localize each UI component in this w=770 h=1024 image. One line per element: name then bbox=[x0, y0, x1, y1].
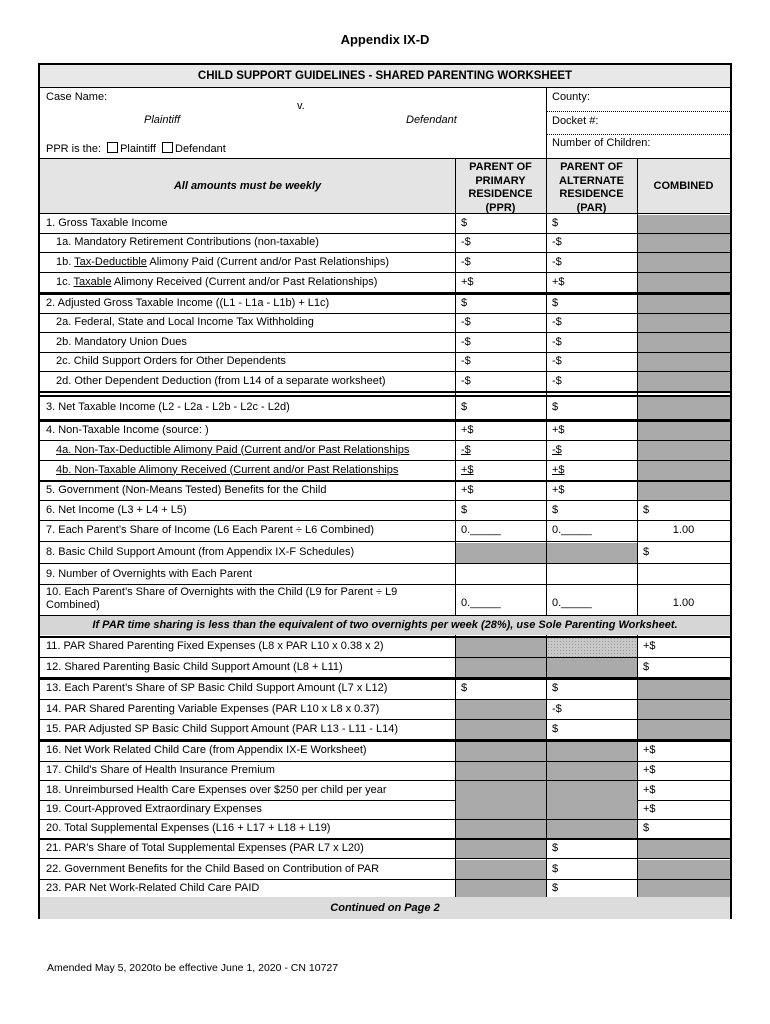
ppr-label: PPR is the: bbox=[46, 143, 102, 155]
shaded-cell bbox=[456, 637, 546, 657]
row-label: 13. Each Parent’s Share of SP Basic Child Support Amount (L7 x L12) bbox=[46, 682, 388, 694]
divider bbox=[546, 213, 547, 616]
shaded-cell bbox=[456, 800, 546, 819]
shaded-cell bbox=[456, 700, 546, 719]
shaded-cell bbox=[456, 820, 546, 838]
divider bbox=[40, 213, 730, 214]
divider bbox=[40, 352, 730, 353]
par-cell[interactable]: $ bbox=[552, 296, 559, 309]
shaded-cell bbox=[547, 637, 637, 657]
shaded-cell bbox=[547, 800, 637, 819]
divider bbox=[455, 213, 456, 616]
divider bbox=[40, 584, 730, 585]
shaded-cell bbox=[638, 880, 730, 897]
county-label: County: bbox=[552, 91, 590, 103]
par-cell[interactable]: $ bbox=[552, 682, 559, 694]
par-header-line: (PAR) bbox=[576, 201, 607, 214]
par-column-header bbox=[546, 161, 637, 215]
divider bbox=[40, 252, 730, 253]
divider bbox=[40, 480, 730, 482]
par-cell[interactable]: -$ bbox=[552, 335, 562, 348]
comb-cell[interactable]: $ bbox=[643, 503, 650, 516]
row-label: 10. Each Parent’s Share of Overnights with the Child (L9 for Parent ÷ L9 bbox=[46, 586, 398, 598]
shaded-cell bbox=[638, 333, 730, 352]
defendant-label: Defendant bbox=[406, 114, 457, 126]
shaded-cell bbox=[638, 481, 730, 500]
ppr-option-defendant: Defendant bbox=[175, 143, 226, 155]
shaded-cell bbox=[547, 543, 637, 563]
row-label: 5. Government (Non-Means Tested) Benefits for the Child bbox=[46, 483, 327, 496]
row-label: 6. Net Income (L3 + L4 + L5) bbox=[46, 503, 187, 516]
plaintiff-label: Plaintiff bbox=[144, 114, 181, 126]
versus-label: v. bbox=[297, 100, 305, 112]
shaded-cell bbox=[638, 860, 730, 879]
ppr-cell[interactable]: $ bbox=[461, 217, 468, 229]
shaded-cell bbox=[456, 839, 546, 858]
row-label: 1a. Mandatory Retirement Contributions (non-taxable) bbox=[56, 236, 319, 248]
divider bbox=[40, 879, 730, 880]
par-cell[interactable]: 0._____ bbox=[552, 524, 592, 536]
divider bbox=[40, 272, 730, 273]
shaded-cell bbox=[638, 314, 730, 332]
ppr-cell[interactable]: -$ bbox=[461, 255, 471, 268]
par-cell[interactable]: -$ bbox=[552, 374, 562, 387]
par-cell[interactable]: +$ bbox=[552, 463, 565, 476]
ppr-cell[interactable]: -$ bbox=[461, 236, 471, 248]
par-cell[interactable]: $ bbox=[552, 722, 559, 735]
row-label: 1c. Taxable Alimony Received (Current and/or Past Relationships) bbox=[56, 275, 378, 288]
children-label: Number of Children: bbox=[552, 137, 651, 149]
divider bbox=[40, 233, 730, 234]
shaded-cell bbox=[547, 741, 637, 761]
divider bbox=[546, 159, 547, 213]
divider bbox=[546, 87, 547, 158]
comb-cell[interactable]: $ bbox=[643, 822, 650, 834]
shaded-cell bbox=[638, 215, 730, 233]
row-label: 14. PAR Shared Parenting Variable Expenses (PAR L10 x L8 x 0.37) bbox=[46, 702, 380, 715]
row-label: 11. PAR Shared Parenting Fixed Expenses (L8 x PAR L10 x 0.38 x 2) bbox=[46, 640, 384, 652]
continued-label: Continued on Page 2 bbox=[330, 902, 440, 914]
shaded-cell bbox=[456, 880, 546, 897]
sole-parenting-banner: If PAR time sharing is less than the equivalent of two overnights per week (28%), use Sole Parenting Worksheet. bbox=[92, 619, 678, 631]
divider bbox=[455, 635, 456, 897]
divider bbox=[40, 420, 730, 422]
ppr-selector bbox=[46, 142, 226, 155]
divider bbox=[40, 636, 730, 638]
ppr-header-line: PARENT OF bbox=[469, 161, 532, 173]
shaded-cell bbox=[638, 294, 730, 313]
ppr-cell[interactable]: -$ bbox=[461, 443, 471, 456]
shaded-cell bbox=[456, 720, 546, 739]
shaded-cell bbox=[456, 762, 546, 780]
comb-cell[interactable]: 1.00 bbox=[672, 597, 695, 609]
ppr-column-header bbox=[455, 161, 546, 215]
ppr-cell[interactable]: $ bbox=[461, 682, 468, 694]
shaded-cell bbox=[456, 860, 546, 879]
row-label: 15. PAR Adjusted SP Basic Child Support Amount (PAR L13 - L11 - L14) bbox=[46, 722, 398, 735]
par-cell[interactable]: $ bbox=[552, 841, 559, 854]
par-cell[interactable]: $ bbox=[552, 862, 559, 875]
par-cell[interactable]: -$ bbox=[552, 236, 562, 248]
ppr-cell[interactable]: 0._____ bbox=[461, 524, 501, 536]
par-header-line: PARENT OF bbox=[560, 161, 623, 173]
plaintiff-checkbox[interactable] bbox=[107, 142, 118, 153]
par-header-line: ALTERNATE bbox=[559, 174, 624, 187]
divider bbox=[546, 134, 730, 135]
ppr-cell[interactable]: 0._____ bbox=[461, 597, 501, 609]
ppr-cell[interactable]: +$ bbox=[461, 483, 474, 496]
comb-cell[interactable]: +$ bbox=[643, 802, 656, 815]
divider bbox=[40, 391, 730, 393]
divider bbox=[40, 719, 730, 720]
shaded-cell bbox=[638, 700, 730, 719]
divider bbox=[40, 87, 730, 88]
row-label: 3. Net Taxable Income (L2 - L2a - L2b - L2c - L2d) bbox=[46, 400, 290, 413]
divider bbox=[637, 635, 638, 897]
divider bbox=[40, 293, 730, 295]
ppr-cell[interactable]: -$ bbox=[461, 316, 471, 328]
page-title: Appendix IX-D bbox=[340, 32, 430, 47]
row-label: 4b. Non-Taxable Alimony Received (Current and/or Past Relationships bbox=[56, 463, 399, 476]
shaded-cell bbox=[638, 461, 730, 480]
row-label: 2d. Other Dependent Deduction (from L14 of a separate worksheet) bbox=[56, 374, 386, 387]
shaded-cell bbox=[638, 353, 730, 371]
divider bbox=[40, 395, 730, 397]
par-cell[interactable]: -$ bbox=[552, 355, 562, 367]
divider bbox=[40, 678, 730, 680]
row-label: 7. Each Parent’s Share of Income (L6 Each Parent ÷ L6 Combined) bbox=[46, 524, 375, 536]
divider bbox=[40, 371, 730, 372]
ppr-cell[interactable]: $ bbox=[461, 503, 468, 516]
ppr-header-line: PRIMARY bbox=[475, 174, 526, 187]
row-label: 1b. Tax-Deductible Alimony Paid (Current and/or Past Relationships) bbox=[56, 255, 390, 268]
ppr-cell[interactable]: -$ bbox=[461, 355, 471, 367]
shaded-cell bbox=[638, 720, 730, 739]
par-cell[interactable]: +$ bbox=[552, 423, 565, 436]
row-label: 19. Court-Approved Extraordinary Expenses bbox=[46, 802, 262, 815]
row-label: 20. Total Supplemental Expenses (L16 + L17 + L18 + L19) bbox=[46, 822, 331, 834]
ppr-header-line: RESIDENCE bbox=[468, 188, 533, 200]
row-label: 8. Basic Child Support Amount (from Appendix IX-F Schedules) bbox=[46, 546, 355, 558]
par-cell[interactable]: $ bbox=[552, 400, 559, 413]
comb-cell[interactable]: +$ bbox=[643, 744, 656, 756]
ppr-cell[interactable]: -$ bbox=[461, 335, 471, 348]
row-label: 18. Unreimbursed Health Care Expenses over $250 per child per year bbox=[46, 783, 387, 796]
shaded-cell bbox=[547, 658, 637, 677]
shaded-cell bbox=[638, 253, 730, 272]
shaded-cell bbox=[638, 396, 730, 419]
par-cell[interactable]: $ bbox=[552, 503, 559, 516]
divider bbox=[40, 858, 730, 859]
par-cell[interactable]: -$ bbox=[552, 316, 562, 328]
row-label: 1. Gross Taxable Income bbox=[46, 217, 168, 229]
shaded-cell bbox=[638, 273, 730, 292]
row-label-continued: Combined) bbox=[46, 599, 100, 611]
par-cell[interactable]: +$ bbox=[552, 275, 565, 288]
comb-cell[interactable]: 1.00 bbox=[672, 524, 695, 536]
shaded-cell bbox=[456, 781, 546, 800]
ppr-option-plaintiff: Plaintiff bbox=[120, 143, 156, 155]
row-label: 2. Adjusted Gross Taxable Income ((L1 - L1a - L1b) + L1c) bbox=[46, 296, 330, 309]
amounts-note: All amounts must be weekly bbox=[173, 180, 322, 192]
row-label: 21. PAR’s Share of Total Supplemental Expenses (PAR L7 x L20) bbox=[46, 841, 364, 854]
comb-cell[interactable]: +$ bbox=[643, 640, 656, 652]
shaded-cell bbox=[638, 234, 730, 252]
divider bbox=[637, 213, 638, 616]
par-header-line: RESIDENCE bbox=[559, 188, 624, 200]
divider bbox=[637, 159, 638, 213]
row-label: 2c. Child Support Orders for Other Dependents bbox=[56, 355, 286, 367]
shaded-cell bbox=[638, 372, 730, 391]
comb-cell[interactable]: $ bbox=[643, 660, 650, 673]
row-label: 4a. Non-Tax-Deductible Alimony Paid (Current and/or Past Relationships bbox=[56, 443, 410, 456]
shaded-cell bbox=[638, 421, 730, 440]
divider bbox=[40, 440, 730, 441]
par-cell[interactable]: -$ bbox=[552, 702, 562, 715]
comb-cell[interactable]: $ bbox=[643, 546, 650, 558]
footer-amended-note: Amended May 5, 2020to be effective June 1, 2020 - CN 10727 bbox=[47, 962, 339, 974]
divider bbox=[40, 500, 730, 501]
divider bbox=[40, 460, 730, 461]
comb-cell[interactable]: +$ bbox=[643, 783, 656, 796]
row-label: 16. Net Work Related Child Care (from Appendix IX-E Worksheet) bbox=[46, 744, 367, 756]
divider bbox=[40, 740, 730, 742]
shaded-cell bbox=[547, 781, 637, 800]
shaded-cell bbox=[547, 762, 637, 780]
divider bbox=[546, 635, 547, 897]
ppr-cell[interactable]: $ bbox=[461, 296, 468, 309]
par-cell[interactable]: -$ bbox=[552, 255, 562, 268]
defendant-checkbox[interactable] bbox=[162, 142, 173, 153]
form-heading: CHILD SUPPORT GUIDELINES - SHARED PARENTING WORKSHEET bbox=[197, 70, 573, 82]
par-cell[interactable]: +$ bbox=[552, 483, 565, 496]
row-label: 2a. Federal, State and Local Income Tax Withholding bbox=[56, 316, 314, 328]
row-label: 17. Child's Share of Health Insurance Premium bbox=[46, 764, 275, 776]
row-label: 2b. Mandatory Union Dues bbox=[56, 335, 187, 348]
ppr-cell[interactable]: +$ bbox=[461, 275, 474, 288]
divider bbox=[546, 111, 730, 112]
ppr-cell[interactable]: -$ bbox=[461, 374, 471, 387]
shaded-cell bbox=[456, 543, 546, 563]
ppr-cell[interactable]: +$ bbox=[461, 463, 474, 476]
par-cell[interactable]: 0._____ bbox=[552, 597, 592, 609]
par-cell[interactable]: -$ bbox=[552, 443, 562, 456]
row-label: 4. Non-Taxable Income (source: ) bbox=[46, 423, 209, 436]
shaded-cell bbox=[456, 741, 546, 761]
shaded-cell bbox=[638, 839, 730, 858]
shaded-cell bbox=[638, 441, 730, 460]
combined-column-header: COMBINED bbox=[653, 180, 714, 192]
shaded-cell bbox=[456, 658, 546, 677]
divider bbox=[40, 313, 730, 314]
divider bbox=[40, 838, 730, 840]
docket-label: Docket #: bbox=[552, 115, 599, 127]
divider bbox=[40, 541, 730, 542]
par-cell[interactable]: $ bbox=[552, 217, 559, 229]
ppr-cell[interactable]: +$ bbox=[461, 423, 474, 436]
shaded-cell bbox=[547, 820, 637, 838]
ppr-cell[interactable]: $ bbox=[461, 400, 468, 413]
divider bbox=[455, 159, 456, 213]
row-label: 9. Number of Overnights with Each Parent bbox=[46, 568, 253, 580]
divider bbox=[40, 563, 730, 564]
divider bbox=[40, 520, 730, 521]
par-cell[interactable]: $ bbox=[552, 881, 559, 894]
divider bbox=[40, 699, 730, 700]
case-name-label: Case Name: bbox=[46, 91, 108, 103]
row-label: 23. PAR Net Work-Related Child Care PAID bbox=[46, 881, 260, 894]
shaded-cell bbox=[638, 679, 730, 699]
row-label: 12. Shared Parenting Basic Child Support Amount (L8 + L11) bbox=[46, 660, 343, 673]
worksheet-form bbox=[38, 63, 732, 919]
comb-cell[interactable]: +$ bbox=[643, 764, 656, 776]
ppr-header-line: (PPR) bbox=[485, 201, 516, 214]
row-label: 22. Government Benefits for the Child Based on Contribution of PAR bbox=[46, 862, 380, 875]
divider bbox=[40, 332, 730, 333]
